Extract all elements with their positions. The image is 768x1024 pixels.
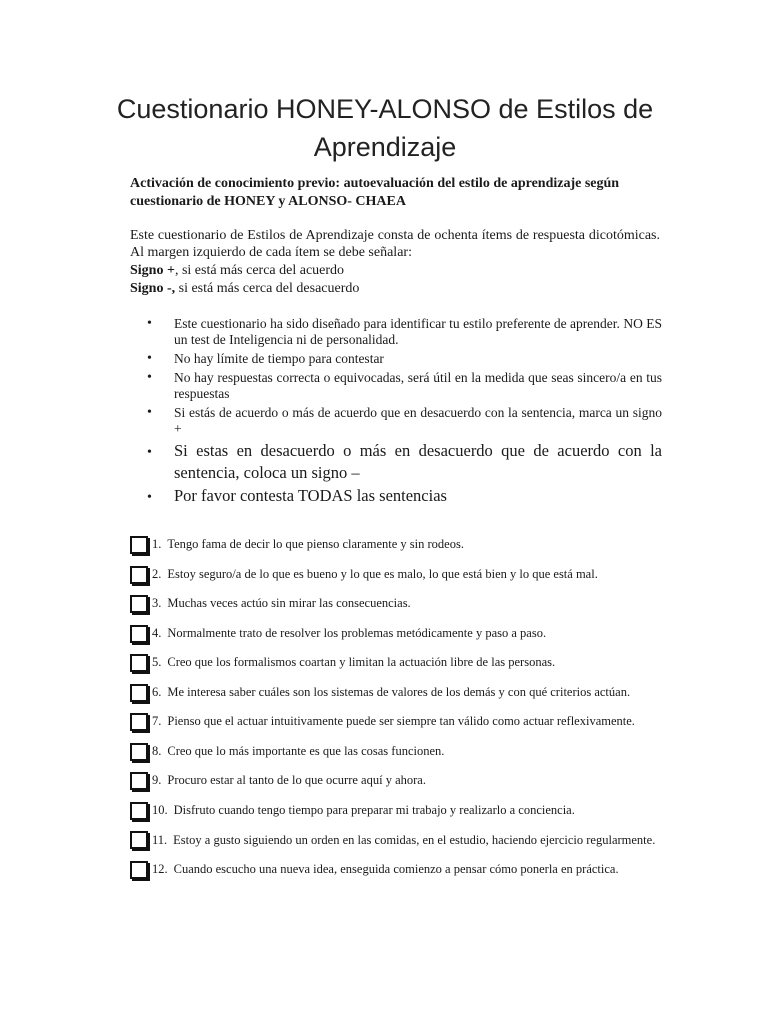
instructions-list	[130, 316, 662, 508]
item-text: Normalmente trato de resolver los problemas metódicamente y paso a paso.	[167, 625, 547, 640]
bullet-text: Este cuestionario ha sido diseñado para identificar tu estilo preferente de aprender. NO ES un test de Inteligencia ni de personalidad.	[174, 316, 662, 347]
checkbox[interactable]	[130, 654, 148, 672]
list-item	[130, 316, 662, 348]
intro-paragraph: Este cuestionario de Estilos de Aprendizaje consta de ochenta ítems de respuesta dicotómicas. Al margen izquierdo de cada ítem se debe señalar:	[130, 228, 660, 260]
bullet-text: Por favor contesta TODAS las sentencias	[174, 486, 447, 505]
item-text: Pienso que el actuar intuitivamente puede ser siempre tan válido como actuar reflexivamente.	[167, 714, 635, 728]
questionnaire-item	[130, 536, 662, 558]
questionnaire-item	[130, 772, 662, 794]
bullet-icon: •	[147, 405, 152, 420]
sign-minus-text: si está más cerca del desacuerdo	[175, 281, 360, 296]
sign-plus-label: Signo +	[130, 263, 175, 278]
questionnaire-item	[130, 684, 662, 706]
questionnaire-item	[130, 831, 662, 853]
item-number: 7.	[152, 714, 162, 728]
checkbox[interactable]	[130, 743, 148, 761]
checkbox[interactable]	[130, 625, 148, 643]
item-number: 8.	[152, 743, 162, 758]
checkbox[interactable]	[130, 536, 148, 554]
questionnaire-item	[130, 743, 662, 765]
page-title: Cuestionario HONEY-ALONSO de Estilos de Aprendizaje	[116, 94, 654, 162]
list-item	[130, 351, 662, 367]
questionnaire-item	[130, 654, 662, 676]
bullet-icon: •	[147, 351, 152, 366]
list-item	[130, 405, 662, 437]
checkbox[interactable]	[130, 772, 148, 790]
bullet-text: Si estas en desacuerdo o más en desacuerdo que de acuerdo con la sentencia, coloca un signo –	[174, 441, 662, 482]
item-text: Disfruto cuando tengo tiempo para preparar mi trabajo y realizarlo a conciencia.	[173, 802, 575, 817]
bullet-icon: •	[147, 445, 152, 460]
checkbox[interactable]	[130, 684, 148, 702]
sign-minus-label: Signo -,	[130, 281, 176, 296]
sign-minus-line	[130, 280, 660, 297]
subtitle: Activación de conocimiento previo: autoevaluación del estilo de aprendizaje según cuestionario de HONEY y ALONSO- CHAEA	[130, 176, 620, 209]
item-number: 10.	[152, 802, 168, 817]
item-number: 12.	[152, 861, 168, 876]
bullet-icon: •	[147, 316, 152, 331]
item-text: Creo que lo más importante es que las cosas funcionen.	[167, 743, 445, 758]
item-number: 2.	[152, 566, 162, 581]
checkbox[interactable]	[130, 831, 148, 849]
item-number: 9.	[152, 773, 162, 787]
checkbox[interactable]	[130, 802, 148, 820]
questionnaire-item	[130, 713, 662, 735]
checkbox[interactable]	[130, 713, 148, 731]
item-text: Procuro estar al tanto de lo que ocurre aquí y ahora.	[167, 773, 426, 787]
item-text: Creo que los formalismos coartan y limitan la actuación libre de las personas.	[167, 655, 556, 669]
item-number: 3.	[152, 596, 162, 610]
item-number: 1.	[152, 537, 162, 551]
item-number: 5.	[152, 655, 162, 669]
item-text: Cuando escucho una nueva idea, enseguida comienzo a pensar cómo ponerla en práctica.	[173, 861, 619, 876]
item-number: 11.	[152, 833, 168, 847]
list-item	[130, 485, 662, 507]
item-text: Me interesa saber cuáles son los sistemas de valores de los demás y con qué criterios actúan.	[167, 684, 631, 699]
bullet-text: No hay límite de tiempo para contestar	[174, 351, 384, 366]
bullet-text: Si estás de acuerdo o más de acuerdo que en desacuerdo con la sentencia, marca un signo +	[174, 405, 662, 436]
item-text: Estoy seguro/a de lo que es bueno y lo que es malo, lo que está bien y lo que está mal.	[167, 566, 598, 581]
item-number: 4.	[152, 625, 162, 640]
questionnaire-item	[130, 861, 662, 883]
checkbox[interactable]	[130, 566, 148, 584]
bullet-icon: •	[147, 490, 152, 505]
questionnaire-item	[130, 595, 662, 617]
sign-plus-line	[130, 262, 660, 279]
item-text: Muchas veces actúo sin mirar las consecuencias.	[167, 596, 411, 610]
checkbox[interactable]	[130, 861, 148, 879]
questionnaire-items	[130, 536, 662, 890]
item-text: Tengo fama de decir lo que pienso claramente y sin rodeos.	[167, 537, 464, 551]
questionnaire-item	[130, 566, 662, 588]
questionnaire-item	[130, 625, 662, 647]
item-text: Estoy a gusto siguiendo un orden en las comidas, en el estudio, haciendo ejercicio regularmente.	[173, 833, 656, 847]
bullet-text: No hay respuestas correcta o equivocadas, será útil en la medida que seas sincero/a en tus respuestas	[174, 370, 662, 401]
list-item	[130, 440, 662, 484]
list-item	[130, 370, 662, 402]
sign-plus-text: , si está más cerca del acuerdo	[174, 263, 345, 278]
bullet-icon: •	[147, 370, 152, 385]
questionnaire-item	[130, 802, 662, 824]
item-number: 6.	[152, 684, 162, 699]
checkbox[interactable]	[130, 595, 148, 613]
